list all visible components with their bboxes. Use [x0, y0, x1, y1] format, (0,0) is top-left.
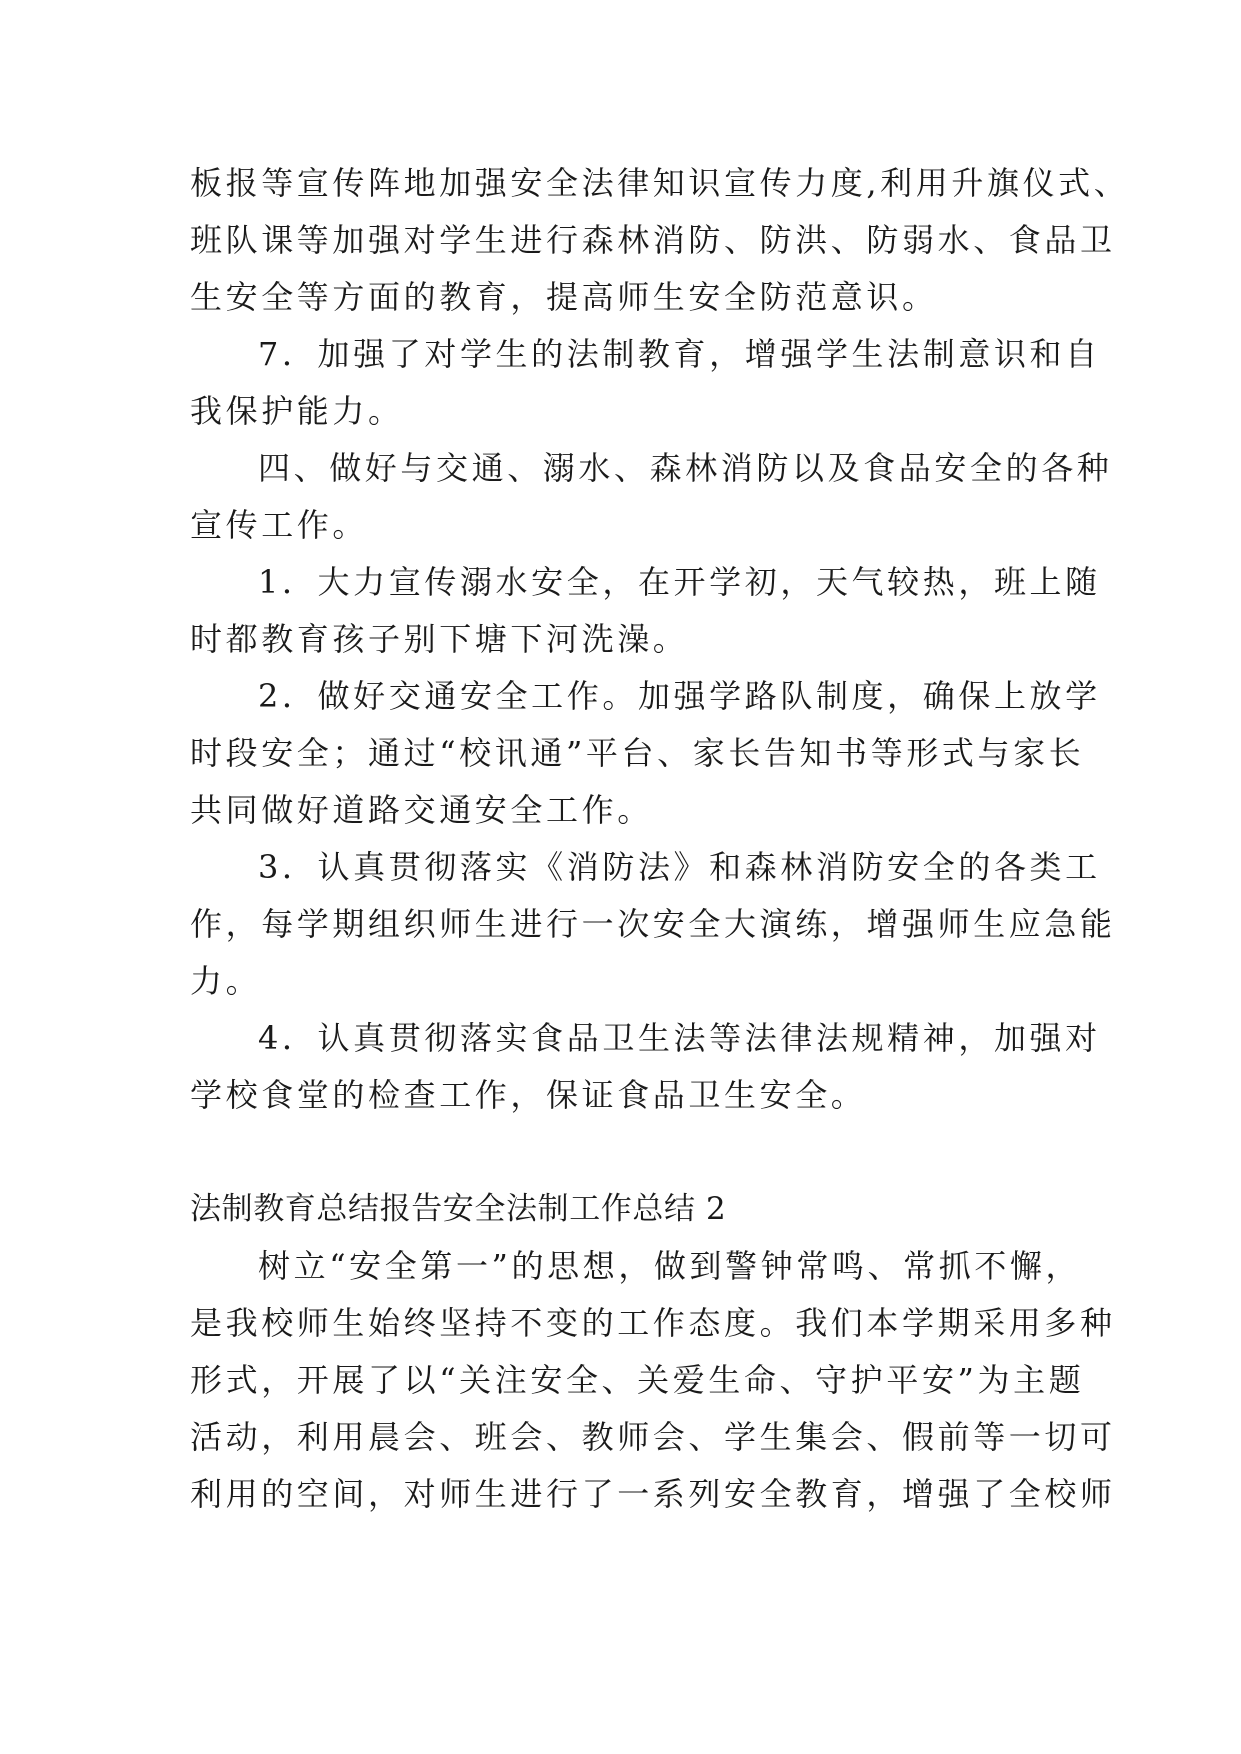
text-line: 活动，利用晨会、班会、教师会、学生集会、假前等一切可	[190, 1418, 1116, 1456]
section-title: 法制教育总结报告安全法制工作总结 2	[190, 1191, 727, 1227]
text-line: 四、做好与交通、溺水、森林消防以及食品安全的各种	[258, 449, 1113, 487]
text-line: 共同做好道路交通安全工作。	[190, 791, 653, 829]
text-line: 宣传工作。	[190, 506, 369, 544]
text-line: 利用的空间，对师生进行了一系列安全教育，增强了全校师	[190, 1475, 1116, 1513]
text-line: 作，每学期组织师生进行一次安全大演练，增强师生应急能	[190, 905, 1116, 943]
text-line: 1．大力宣传溺水安全，在开学初，天气较热，班上随	[258, 563, 1101, 601]
text-line: 形式，开展了以“关注安全、关爱生命、守护平安”为主题	[190, 1361, 1085, 1399]
text-line: 树立“安全第一”的思想，做到警钟常鸣、常抓不懈，	[258, 1247, 1082, 1285]
text-line: 我保护能力。	[190, 392, 404, 430]
text-line: 7．加强了对学生的法制教育，增强学生法制意识和自	[258, 335, 1101, 373]
text-line: 力。	[190, 962, 262, 1000]
text-line: 时段安全；通过“校讯通”平台、家长告知书等形式与家长	[190, 734, 1085, 772]
text-line: 生安全等方面的教育，提高师生安全防范意识。	[190, 278, 938, 316]
text-line: 时都教育孩子别下塘下河洗澡。	[190, 620, 689, 658]
text-line: 是我校师生始终坚持不变的工作态度。我们本学期采用多种	[190, 1304, 1116, 1342]
text-line: 学校食堂的检查工作，保证食品卫生安全。	[190, 1076, 867, 1114]
text-line: 板报等宣传阵地加强安全法律知识宣传力度,利用升旗仪式、	[190, 164, 1130, 202]
text-line: 班队课等加强对学生进行森林消防、防洪、防弱水、食品卫	[190, 221, 1116, 259]
text-line: 2．做好交通安全工作。加强学路队制度，确保上放学	[258, 677, 1101, 715]
text-line: 4．认真贯彻落实食品卫生法等法律法规精神，加强对	[258, 1019, 1101, 1057]
text-line: 3．认真贯彻落实《消防法》和森林消防安全的各类工	[258, 848, 1101, 886]
